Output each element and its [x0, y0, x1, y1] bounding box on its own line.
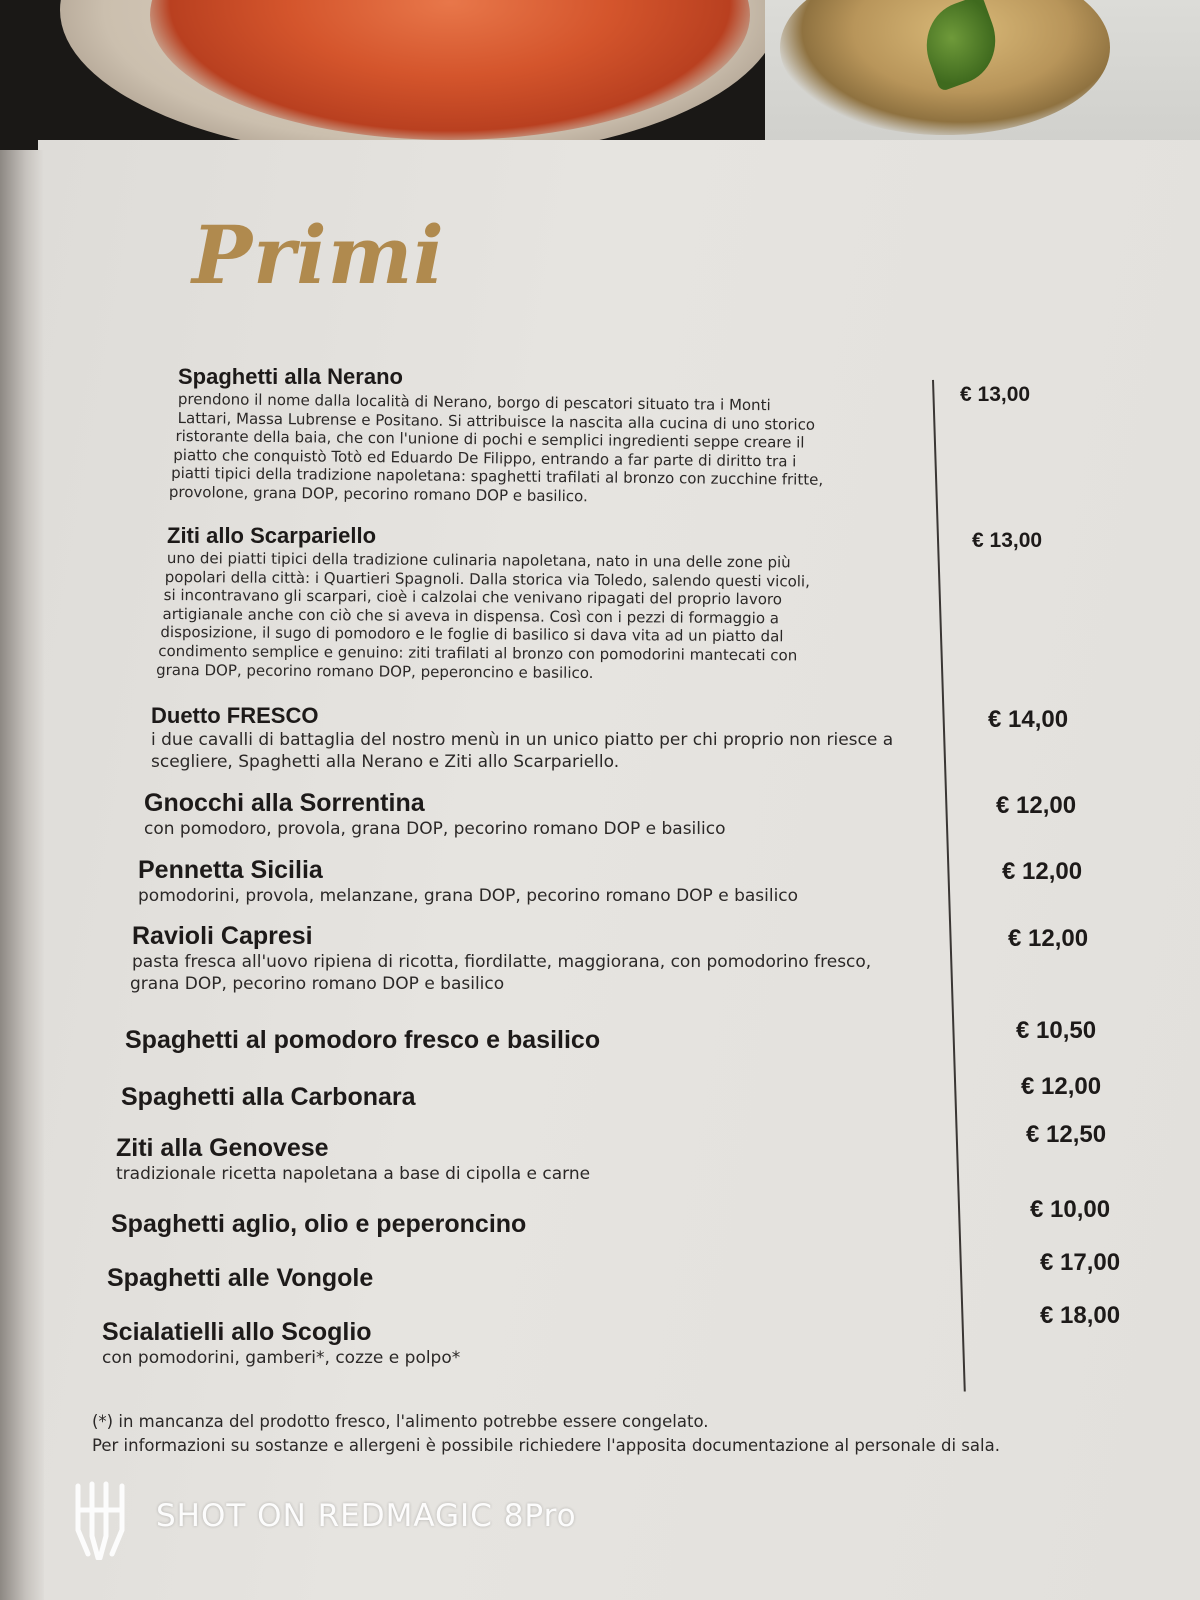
menu-item-price: € 10,00	[1030, 1196, 1111, 1223]
allergen-info-note: Per informazioni su sostanze e allergeni è possibile richiedere l'apposita documentazione al personale di sala.	[92, 1436, 1000, 1455]
menu-item-description	[168, 390, 898, 509]
description-line: popolari della città: i Quartieri Spagnoli. Dalla storica via Toledo, salendo questi vicoli,	[164, 567, 810, 591]
menu-item-spaghetti-aglio-olio	[111, 1210, 911, 1238]
menu-item-description	[138, 885, 918, 907]
menu-item-name: Scialatielli allo Scoglio	[102, 1318, 372, 1346]
menu-item-spaghetti-vongole	[107, 1264, 907, 1292]
description-line: piatto che conquistò Totò ed Eduardo De Filippo, entrando a far parte di diritto tra i	[173, 445, 797, 471]
description-line: artigianale anche con ciò che si aveva in dispensa. Così con i pezzi di formaggio a	[162, 604, 780, 628]
menu-item-scialatielli-scoglio	[102, 1318, 902, 1369]
menu-item-name: Gnocchi alla Sorrentina	[144, 789, 425, 817]
menu-item-name: Spaghetti alle Vongole	[107, 1264, 374, 1292]
menu-item-spaghetti-pomodoro	[125, 1026, 925, 1054]
frozen-product-note: (*) in mancanza del prodotto fresco, l'alimento potrebbe essere congelato.	[92, 1412, 709, 1431]
menu-item-name: Spaghetti alla Carbonara	[121, 1083, 416, 1111]
menu-item-ziti-genovese	[116, 1134, 916, 1185]
menu-item-price: € 12,50	[1026, 1121, 1107, 1148]
description-line: provolone, grana DOP, pecorino romano DOP e basilico.	[168, 482, 588, 506]
description-line: prendono il nome dalla località di Nerano, borgo di pescatori situato tra i Monti	[177, 390, 771, 415]
menu-footnote	[92, 1410, 1172, 1458]
description-line: Lattari, Massa Lubrense e Positano. Si attribuisce la nascita alla cucina di uno storico	[177, 408, 816, 434]
description-line: si incontravano gli scarpari, cioè i calzolai che venivano ripagati del proprio lavoro	[163, 586, 783, 609]
menu-item-description	[156, 549, 897, 684]
menu-item-name: Pennetta Sicilia	[138, 856, 323, 884]
redmagic-logo-icon	[70, 1480, 132, 1560]
menu-item-price: € 18,00	[1040, 1302, 1121, 1329]
menu-item-name: Ziti allo Scarpariello	[167, 523, 377, 548]
section-title: Primi	[192, 208, 445, 302]
description-line: pomodorini, provola, melanzane, grana DOP, pecorino romano DOP e basilico	[138, 886, 799, 906]
menu-item-gnocchi-sorrentina	[144, 789, 904, 840]
description-line: grana DOP, pecorino romano DOP e basilico	[130, 974, 505, 994]
menu-item-price: € 12,00	[1008, 925, 1089, 952]
menu-page-edge	[0, 150, 44, 1600]
header-food-photos	[0, 0, 1200, 160]
menu-item-description	[116, 1163, 916, 1185]
watermark-text: SHOT ON REDMAGIC 8Pro	[156, 1498, 577, 1534]
menu-item-description	[151, 729, 911, 773]
menu-item-price: € 13,00	[960, 383, 1031, 406]
menu-item-ziti-scarpariello	[156, 523, 897, 682]
description-line: i due cavalli di battaglia del nostro menù in un unico piatto per chi proprio non riesce a	[151, 730, 894, 750]
menu-item-price: € 13,00	[972, 529, 1043, 552]
menu-item-name: Ravioli Capresi	[132, 922, 313, 950]
menu-item-name: Spaghetti alla Nerano	[178, 364, 403, 389]
menu-item-price: € 12,00	[1021, 1073, 1102, 1100]
description-line: grana DOP, pecorino romano DOP, peperoncino e basilico.	[156, 660, 594, 682]
menu-item-description	[102, 1347, 902, 1369]
description-line: pasta fresca all'uovo ripiena di ricotta, fiordilatte, maggiorana, con pomodorino fresco,	[132, 952, 872, 972]
menu-item-duetto-fresco	[151, 704, 911, 773]
menu-item-description	[132, 951, 932, 995]
menu-item-pennetta-sicilia	[138, 856, 918, 907]
menu-item-price: € 17,00	[1040, 1249, 1121, 1276]
menu-item-description	[144, 818, 904, 840]
menu-item-name: Ziti alla Genovese	[116, 1134, 329, 1162]
menu-item-spaghetti-nerano	[168, 364, 898, 506]
description-line: con pomodoro, provola, grana DOP, pecorino romano DOP e basilico	[144, 819, 726, 839]
description-line: ristorante della baia, che con l'unione di pochi e semplici ingredienti seppe creare il	[175, 427, 805, 452]
menu-item-ravioli-capresi	[132, 922, 932, 995]
description-line: piatti tipici della tradizione napoletana: spaghetti trafilati al bronzo con zucchine fritte,	[171, 464, 824, 490]
menu-item-price: € 12,00	[996, 792, 1077, 819]
menu-item-price: € 10,50	[1016, 1017, 1097, 1044]
menu-item-price: € 12,00	[1002, 858, 1083, 885]
menu-item-name: Spaghetti aglio, olio e peperoncino	[111, 1210, 527, 1238]
description-line: disposizione, il sugo di pomodoro e le foglie di basilico si dava vita ad un piatto dal	[160, 623, 784, 646]
menu-item-price: € 14,00	[988, 706, 1069, 733]
menu-item-name: Spaghetti al pomodoro fresco e basilico	[125, 1026, 601, 1054]
description-line: con pomodorini, gamberi*, cozze e polpo*	[102, 1348, 461, 1368]
camera-watermark	[70, 1480, 630, 1560]
description-line: condimento semplice e genuino: ziti trafilati al bronzo con pomodorini mantecati con	[158, 641, 798, 665]
description-line: tradizionale ricetta napoletana a base di cipolla e carne	[116, 1164, 591, 1184]
menu-item-name: Duetto FRESCO	[151, 703, 319, 728]
menu-item-spaghetti-carbonara	[121, 1083, 921, 1111]
description-line: scegliere, Spaghetti alla Nerano e Ziti allo Scarpariello.	[151, 752, 620, 772]
description-line: uno dei piatti tipici della tradizione culinaria napoletana, nato in una delle zone più	[166, 549, 791, 572]
